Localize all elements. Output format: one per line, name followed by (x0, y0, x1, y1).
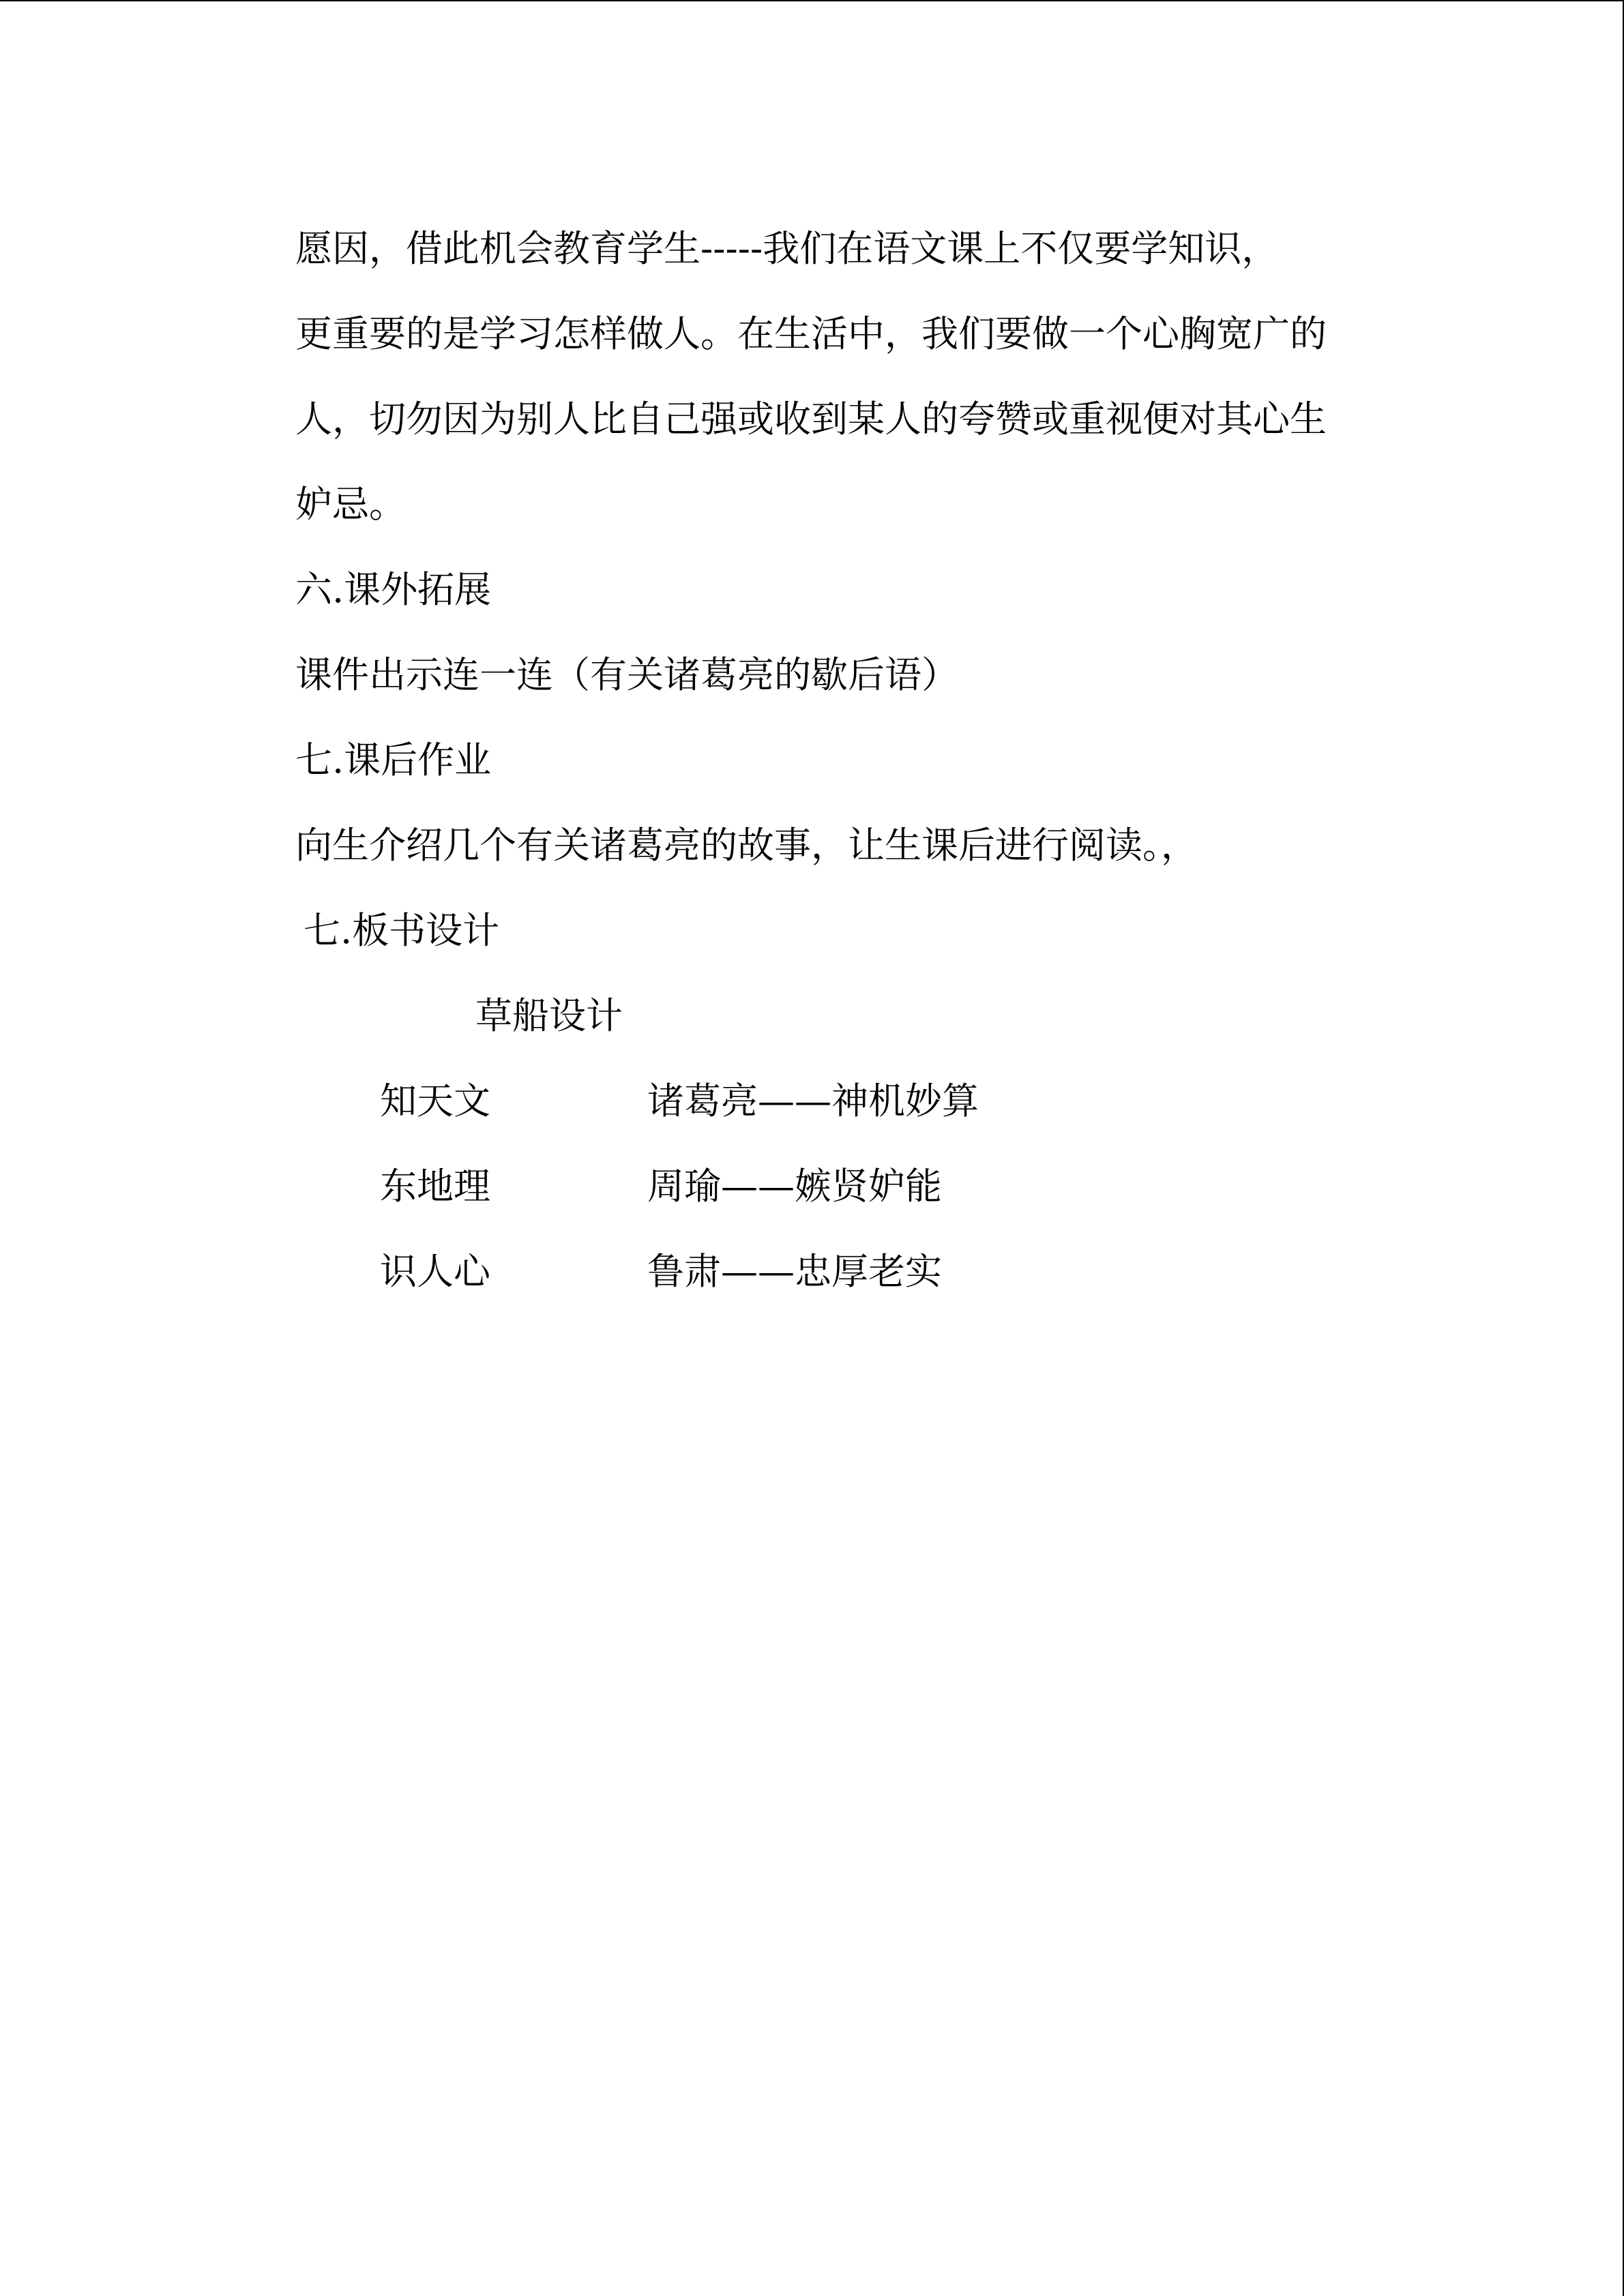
board-row-right: 周瑜——嫉贤妒能 (647, 1165, 942, 1208)
board-row-left: 识人心 (380, 1250, 490, 1293)
board-row-left: 知天文 (380, 1079, 490, 1122)
section-heading-extension: 六.课外拓展 (295, 568, 492, 611)
paragraph-line: 更重要的是学习怎样做人。在生活中，我们要做一个心胸宽广的 (295, 312, 1327, 355)
section-heading-board-design: 七.板书设计 (304, 909, 500, 952)
paragraph-line: 妒忌。 (295, 483, 406, 526)
section-text-homework: 向生介绍几个有关诸葛亮的故事，让生课后进行阅读。， (295, 824, 1198, 867)
board-row (295, 1144, 1373, 1229)
document-body (295, 206, 1373, 1314)
paragraph-line: 愿因，借此机会教育学生-----我们在语文课上不仅要学知识， (295, 227, 1279, 270)
section-heading-homework: 七.课后作业 (295, 739, 492, 781)
board-row-right: 诸葛亮——神机妙算 (647, 1079, 979, 1122)
top-border-line (0, 0, 1624, 1)
section-text-extension: 课件出示连一连（有关诸葛亮的歇后语） (295, 653, 958, 696)
paragraph-line: 人，切勿因为别人比自己强或收到某人的夸赞或重视便对其心生 (295, 398, 1327, 441)
board-row-right: 鲁肃——忠厚老实 (647, 1250, 942, 1293)
board-row-left: 东地理 (380, 1165, 490, 1208)
board-row (295, 1058, 1373, 1144)
board-row (295, 1229, 1373, 1314)
board-title: 草船设计 (475, 994, 623, 1037)
